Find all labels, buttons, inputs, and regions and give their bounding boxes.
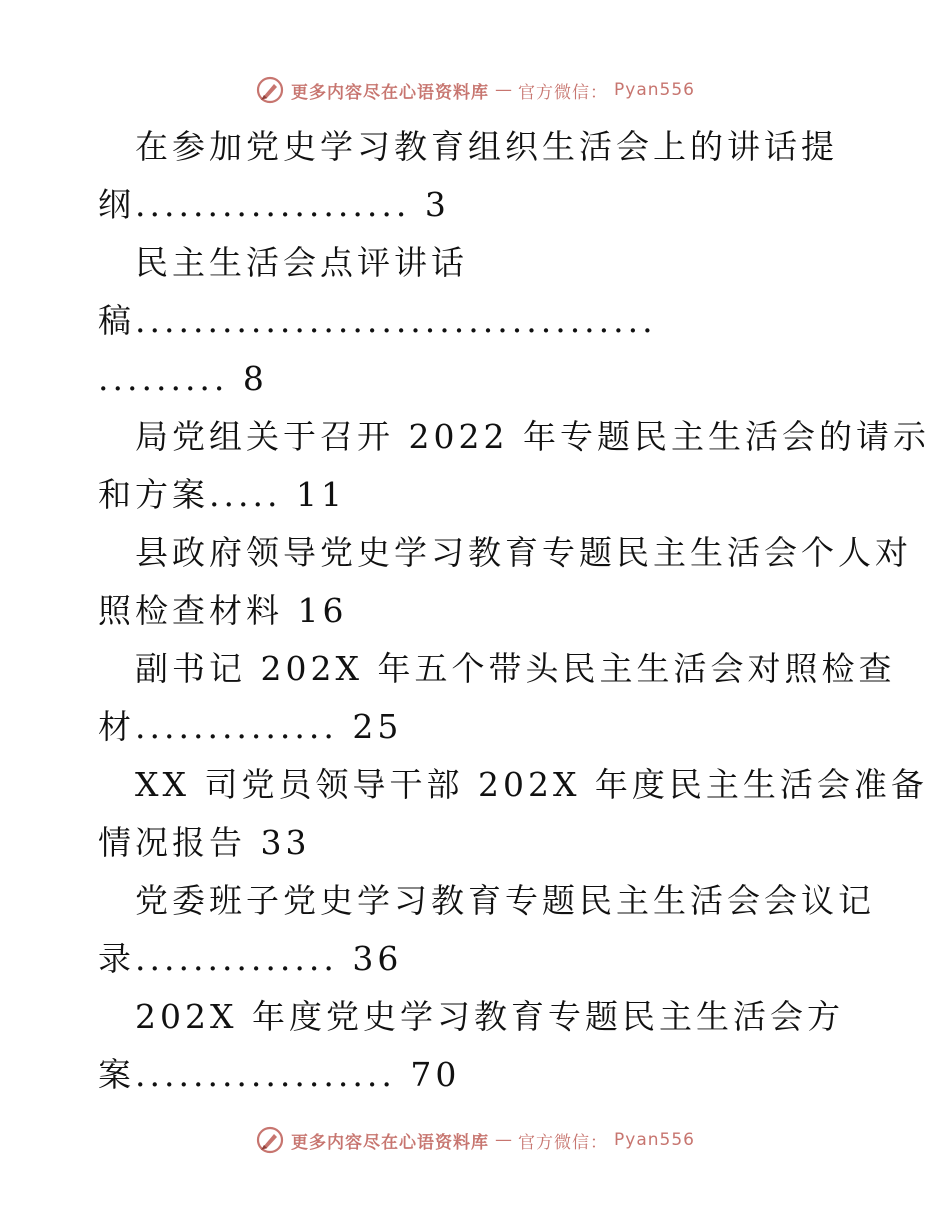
header-watermark (0, 70, 950, 110)
toc-line-text: 民主生活会点评讲话 (135, 243, 468, 282)
watermark-separator: — (495, 1130, 513, 1150)
toc-line-text: 202X 年度党史学习教育专题民主生活会方 (135, 997, 844, 1036)
toc-line (0, 872, 950, 930)
table-of-contents (0, 118, 950, 1104)
toc-line (0, 930, 950, 988)
toc-line-text: 在参加党史学习教育组织生活会上的讲话提 (135, 127, 838, 166)
toc-page-number: 70 (410, 1055, 461, 1094)
toc-line-text: 局党组关于召开 2022 年专题民主生活会的请示 (135, 417, 930, 456)
pen-nib-circle-icon (255, 1125, 285, 1155)
toc-line-text: 案.................. (98, 1055, 396, 1094)
footer-watermark (0, 1120, 950, 1160)
toc-page-number: 25 (352, 707, 403, 746)
watermark-wechat-id: Pyan556 (614, 1130, 695, 1150)
toc-line-text: 情况报告 (98, 823, 246, 862)
toc-line (0, 582, 950, 640)
toc-line (0, 176, 950, 234)
toc-line-text: 照检查材料 (98, 591, 283, 630)
toc-page-number: 11 (295, 475, 346, 514)
toc-line (0, 640, 950, 698)
watermark-brand-text: 更多内容尽在心语资料库 (291, 82, 490, 103)
toc-line (0, 118, 950, 176)
toc-line (0, 814, 950, 872)
toc-line-text: 县政府领导党史学习教育专题民主生活会个人对 (135, 533, 912, 572)
toc-line (0, 466, 950, 524)
toc-line-text: ......... (98, 359, 229, 398)
toc-line-text: 稿.................................... (98, 301, 657, 340)
toc-line-text: XX 司党员领导干部 202X 年度民主生活会准备 (135, 765, 928, 804)
toc-page-number: 8 (242, 359, 268, 398)
toc-line (0, 1046, 950, 1104)
toc-page-number: 33 (260, 823, 311, 862)
toc-line-text: 和方案..... (98, 475, 282, 514)
toc-line-text: 副书记 202X 年五个带头民主生活会对照检查 (135, 649, 896, 688)
pen-nib-circle-icon (255, 75, 285, 105)
toc-line (0, 234, 950, 292)
toc-line (0, 524, 950, 582)
toc-line (0, 292, 950, 350)
watermark-wechat-label: 官方微信： (518, 1132, 609, 1153)
toc-line (0, 408, 950, 466)
toc-line-text: 材.............. (98, 707, 338, 746)
toc-page-number: 16 (297, 591, 348, 630)
toc-line (0, 988, 950, 1046)
toc-line-text: 党委班子党史学习教育专题民主生活会会议记 (135, 881, 875, 920)
toc-line-text: 纲................... (98, 185, 411, 224)
toc-page-number: 3 (424, 185, 450, 224)
toc-line (0, 756, 950, 814)
toc-line (0, 350, 950, 408)
watermark-wechat-id: Pyan556 (614, 80, 695, 100)
watermark-wechat-label: 官方微信： (518, 82, 609, 103)
watermark-separator: — (495, 80, 513, 100)
toc-line-text: 录.............. (98, 939, 338, 978)
toc-line (0, 698, 950, 756)
toc-page-number: 36 (352, 939, 403, 978)
watermark-brand-text: 更多内容尽在心语资料库 (291, 1132, 490, 1153)
